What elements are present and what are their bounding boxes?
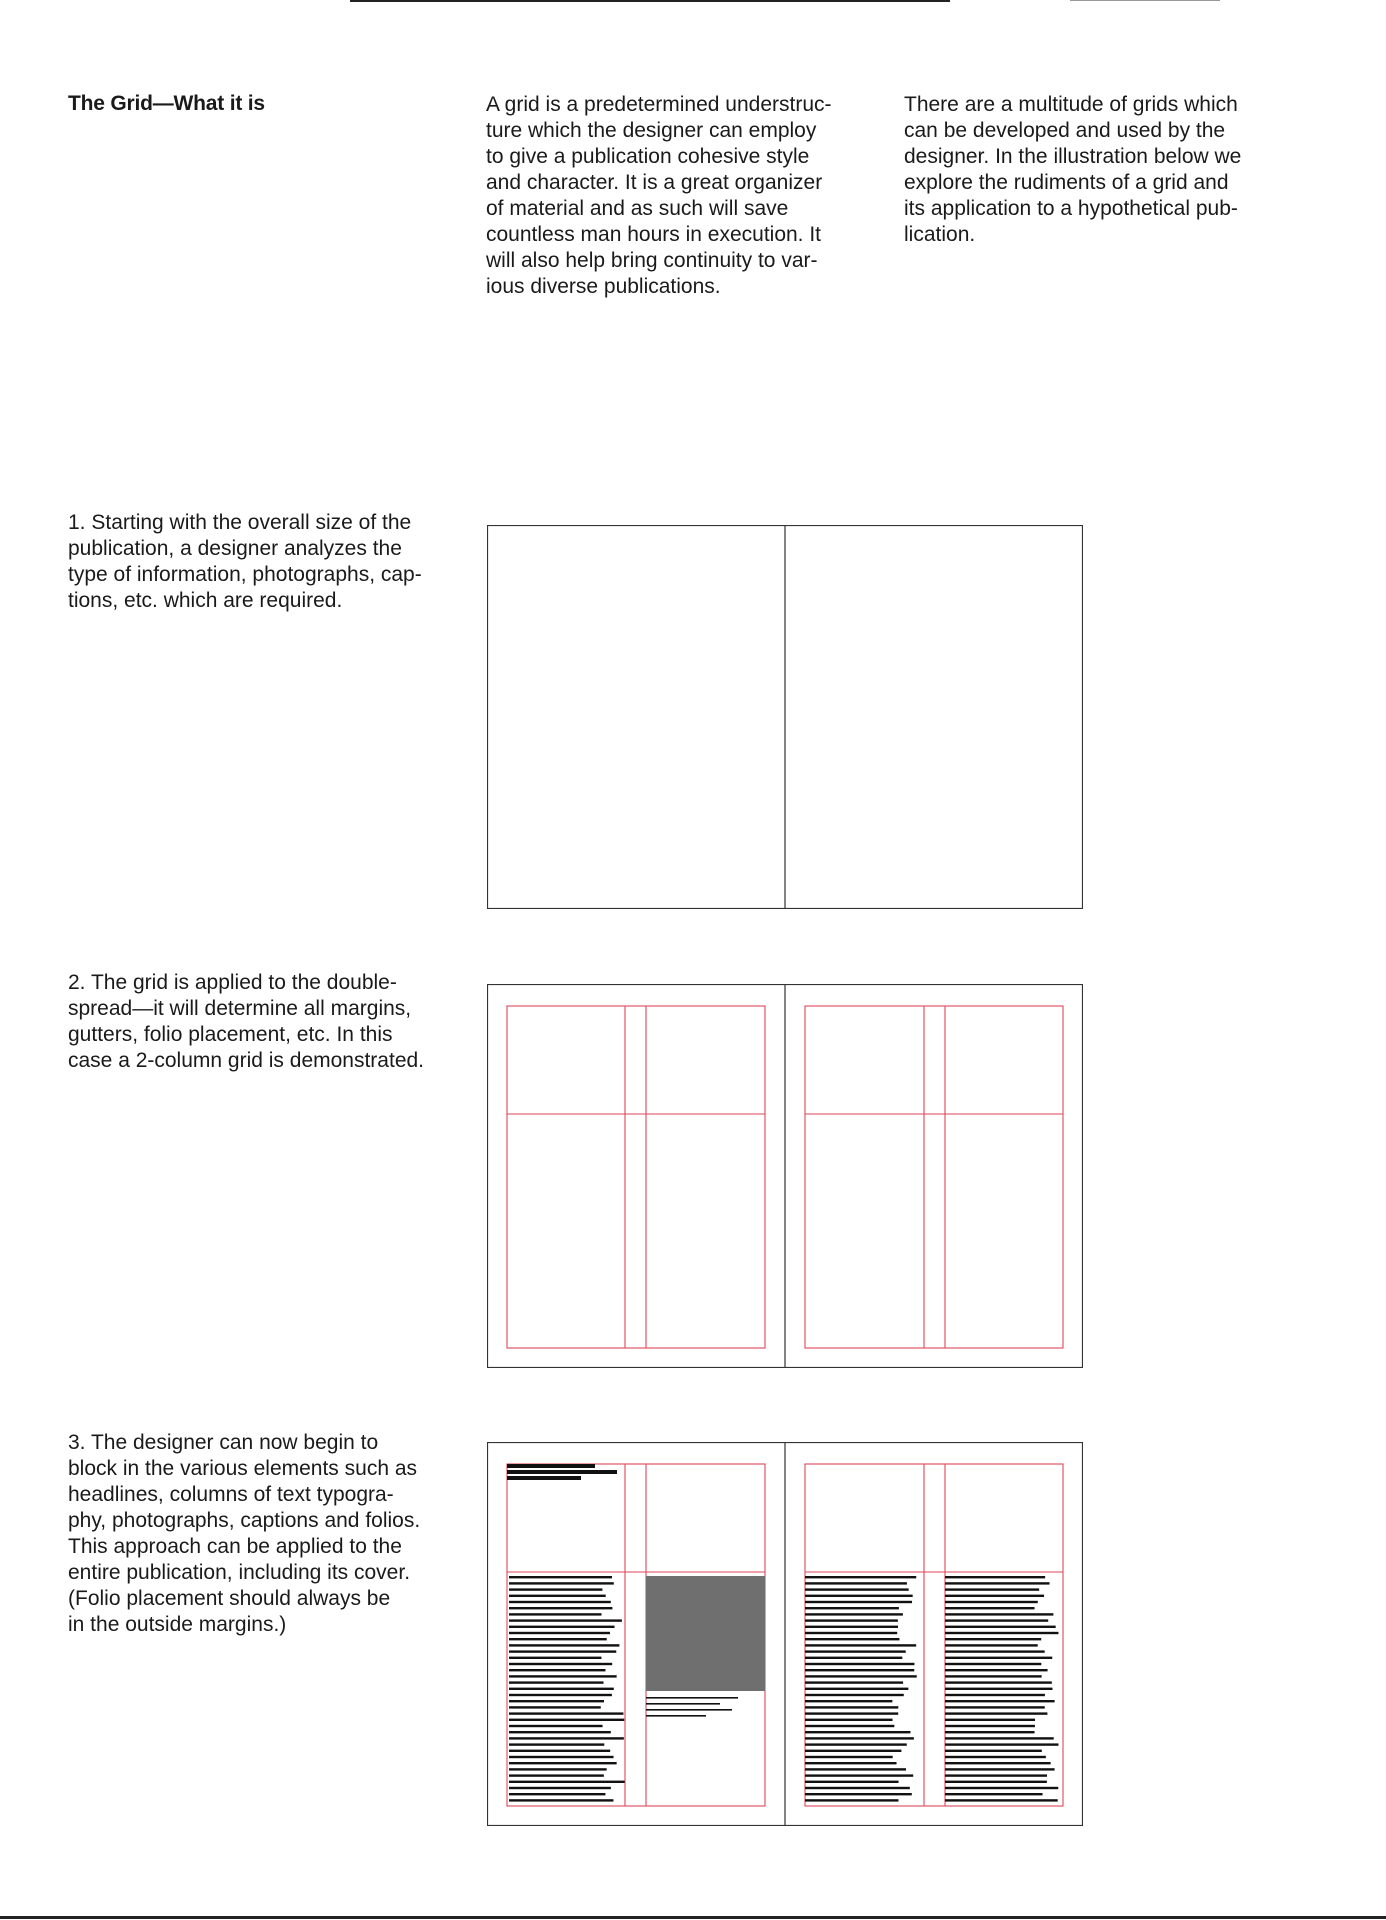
text-line: [509, 1619, 622, 1621]
text-line: [945, 1675, 1042, 1677]
text-line: [509, 1601, 611, 1603]
text-line: [805, 1619, 898, 1621]
text-line: [509, 1781, 625, 1783]
text-line: [509, 1632, 610, 1634]
text-line: [805, 1762, 897, 1764]
text-line: [945, 1768, 1055, 1770]
text-line: [509, 1669, 605, 1671]
text-line: [805, 1756, 893, 1758]
spread-layout-drawing: [487, 1442, 1083, 1826]
text-line: [509, 1675, 617, 1677]
caption-line: [646, 1703, 720, 1705]
headline-bar: [507, 1464, 595, 1468]
step-1-caption: 1. Starting with the overall size of the publication, a designer analyzes the type of information, photographs, cap- tions, etc. which are required.: [68, 511, 422, 612]
text-line: [945, 1681, 1052, 1683]
text-line: [509, 1663, 612, 1665]
text-line: [509, 1644, 619, 1646]
caption-line: [646, 1709, 732, 1711]
text-line: [945, 1688, 1052, 1690]
text-line: [945, 1737, 1054, 1739]
text-line: [509, 1700, 604, 1702]
intro-column-1: A grid is a predetermined understruc- ture which the designer can employ to give a publication cohesive style and character. It is a great organizer of material and as such will save countless man hours in execution. It will also help bring continuity to var- ious diverse publications.: [486, 93, 832, 298]
text-line: [945, 1613, 1053, 1615]
spread-blank: [487, 525, 1083, 909]
text-line: [945, 1781, 1047, 1783]
text-line: [509, 1737, 624, 1739]
text-line: [945, 1607, 1035, 1609]
text-line: [509, 1576, 612, 1578]
text-line: [945, 1793, 1043, 1795]
text-line: [945, 1774, 1047, 1776]
text-line: [805, 1582, 907, 1584]
text-line: [805, 1669, 914, 1671]
text-line: [805, 1681, 903, 1683]
text-line: [509, 1756, 614, 1758]
text-line: [509, 1607, 612, 1609]
text-line: [945, 1669, 1048, 1671]
top-rule-faint: [1070, 0, 1220, 1]
spread-layout: [487, 1442, 1083, 1826]
headline-bar: [507, 1470, 617, 1474]
text-line: [509, 1793, 605, 1795]
text-line: [805, 1595, 913, 1597]
text-line: [945, 1756, 1046, 1758]
text-line: [945, 1632, 1058, 1634]
text-line: [805, 1781, 899, 1783]
grid-margin-left-page: [507, 1006, 765, 1348]
text-line: [945, 1694, 1045, 1696]
text-line: [945, 1601, 1038, 1603]
text-line: [805, 1588, 909, 1590]
intro-column-2: There are a multitude of grids which can be developed and used by the designer. In the illustration below we explore the rudiments of a grid and its application to a hypothetical pub- lication.: [904, 93, 1242, 246]
page-title: The Grid—What it is: [68, 92, 265, 115]
text-line: [805, 1663, 914, 1665]
text-line: [805, 1737, 914, 1739]
text-line: [945, 1731, 1035, 1733]
text-line: [945, 1588, 1039, 1590]
text-line: [509, 1688, 614, 1690]
photo-block: [646, 1576, 765, 1691]
text-line: [805, 1638, 899, 1640]
text-line: [805, 1694, 904, 1696]
headline-bar: [507, 1476, 581, 1480]
text-line: [509, 1694, 612, 1696]
text-line: [509, 1712, 623, 1714]
text-line: [509, 1582, 614, 1584]
text-line: [509, 1774, 604, 1776]
content-blocks: [507, 1464, 1058, 1802]
text-line: [509, 1626, 615, 1628]
text-line: [805, 1675, 917, 1677]
text-line: [805, 1576, 916, 1578]
text-line: [945, 1650, 1045, 1652]
text-line: [509, 1768, 607, 1770]
grid-margin-right-page: [805, 1006, 1063, 1348]
spread-grid: [487, 984, 1083, 1368]
grid-margin-right-page: [805, 1464, 1063, 1806]
spread-grid-drawing: [487, 984, 1083, 1368]
text-line: [805, 1644, 916, 1646]
text-line: [805, 1626, 898, 1628]
text-line: [805, 1774, 913, 1776]
text-line: [805, 1793, 912, 1795]
text-line: [945, 1644, 1038, 1646]
text-line: [509, 1731, 611, 1733]
text-line: [805, 1601, 912, 1603]
text-line: [805, 1768, 906, 1770]
text-line: [805, 1700, 892, 1702]
text-line: [805, 1688, 908, 1690]
text-line: [509, 1613, 601, 1615]
text-line: [805, 1750, 901, 1752]
text-line: [945, 1700, 1055, 1702]
text-line: [945, 1576, 1045, 1578]
text-line: [945, 1787, 1058, 1789]
text-line: [509, 1725, 603, 1727]
text-line: [945, 1762, 1051, 1764]
text-line: [945, 1706, 1045, 1708]
text-line: [509, 1787, 611, 1789]
text-line: [509, 1657, 601, 1659]
text-line: [945, 1750, 1042, 1752]
text-line: [805, 1799, 898, 1801]
text-line: [805, 1725, 894, 1727]
text-line: [509, 1706, 601, 1708]
text-line: [805, 1719, 893, 1721]
text-line: [945, 1657, 1052, 1659]
text-line: [945, 1582, 1050, 1584]
text-line: [509, 1650, 616, 1652]
text-line: [805, 1650, 906, 1652]
top-rule: [350, 0, 950, 2]
text-line: [945, 1799, 1058, 1801]
caption-line: [646, 1715, 706, 1717]
step-3-caption: 3. The designer can now begin to block in the various elements such as headlines, columns of text typogra- phy, photographs, captions and folios. This approach can be applied to the entire publication, including its cover. (Folio placement should always be in the outside margins.): [68, 1431, 421, 1636]
text-line: [945, 1712, 1047, 1714]
text-line: [805, 1712, 898, 1714]
bottom-rule: [0, 1916, 1386, 1919]
text-line: [509, 1588, 602, 1590]
text-line: [509, 1595, 606, 1597]
text-line: [509, 1743, 604, 1745]
text-line: [805, 1607, 899, 1609]
text-line: [805, 1613, 903, 1615]
text-line: [805, 1743, 907, 1745]
caption-line: [646, 1697, 738, 1699]
text-line: [945, 1725, 1035, 1727]
text-line: [945, 1663, 1041, 1665]
text-line: [509, 1638, 607, 1640]
text-line: [805, 1657, 902, 1659]
text-line: [509, 1750, 610, 1752]
text-line: [805, 1731, 910, 1733]
step-2-caption: 2. The grid is applied to the double- spread—it will determine all margins, gutters, folio placement, etc. In this case a 2-column grid is demonstrated.: [68, 971, 425, 1072]
text-line: [945, 1626, 1056, 1628]
text-line: [945, 1619, 1048, 1621]
text-line: [945, 1638, 1041, 1640]
text-line: [945, 1743, 1058, 1745]
text-line: [509, 1681, 604, 1683]
text-line: [945, 1595, 1044, 1597]
text-line: [805, 1787, 910, 1789]
text-line: [805, 1706, 898, 1708]
text-line: [509, 1719, 624, 1721]
text-line: [805, 1632, 897, 1634]
text-line: [509, 1762, 617, 1764]
spread-blank-drawing: [487, 525, 1083, 909]
text-line: [509, 1799, 613, 1801]
text-line: [945, 1719, 1035, 1721]
